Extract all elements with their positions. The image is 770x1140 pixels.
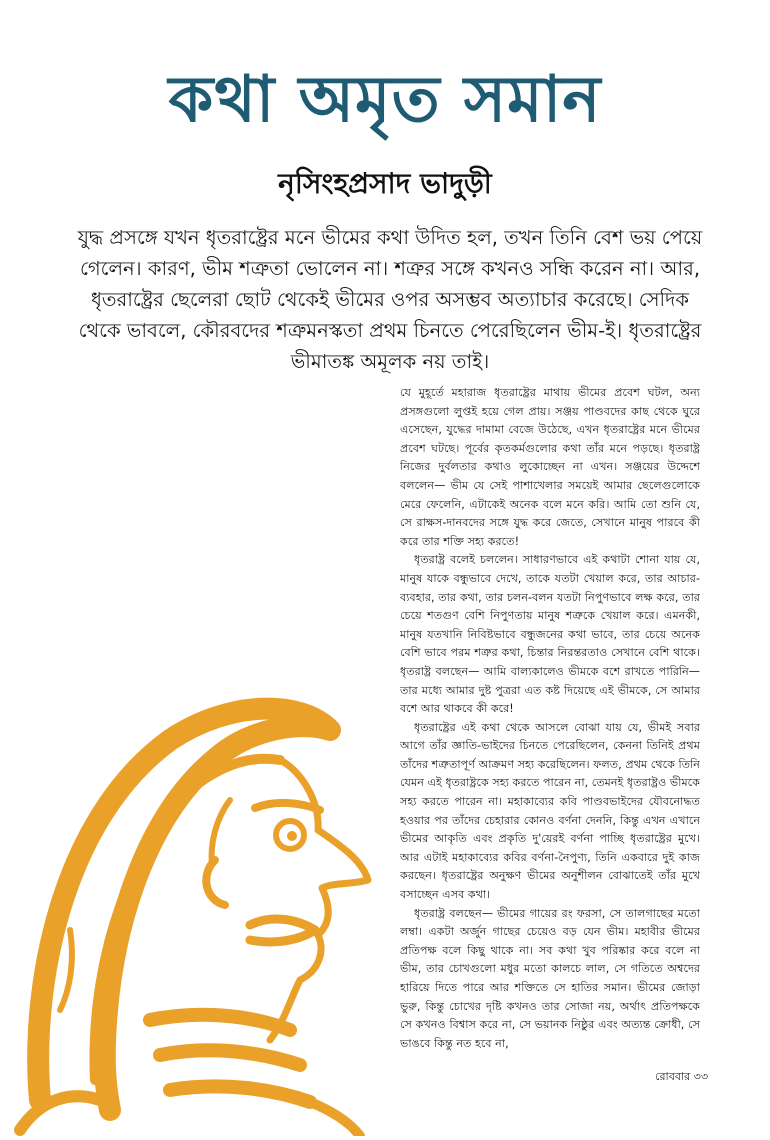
bhima-illustration (0, 660, 400, 1136)
body-paragraph: ধৃতরাষ্ট্র বলেই চললেন। সাধারণভাবে এই কথাটা শোনা যায় যে, মানুষ যাকে বন্ধুভাবে দেখে, তাকে যতটা খেয়াল করে, তার আচার-ব্যবহার, তার কথা, তার চলন-বলন যতটা নিপুণভাবে লক্ষ করে, তার চেয়ে শতগুণ বেশি নিপুণতায় মানুষ শত্রুকে খেয়াল করে। এমনকী, মানুষ যতখানি নিবিষ্টভাবে বন্ধুজনের কথা ভাবে, তার চেয়ে অনেক বেশি ভাবে পরম শত্রুর কথা, চিন্তার নিরন্তরতাও সেখানে বেশি থাকে। ধৃতরাষ্ট্র বলছেন— আমি বাল্যকালেও ভীমকে বশে রাখতে পারিনি— তার মধ্যে আমার দুষ্ট পুত্ররা এত কষ্ট দিয়েছে এই ভীমকে, সে আমার বশে আর থাকবে কী করে! (400, 553, 700, 716)
body-paragraph: ধৃতরাষ্ট্র বলছেন— ভীমের গায়ের রং ফরসা, সে তালগাছের মতো লম্বা। একটা অর্জুন গাছের চেয়েও বড় যেন ভীম। মহাবীর ভীমের প্রতিপক্ষ বলে কিছু থাকে না। সব কথা খুব পরিষ্কার করে বলে না ভীম, তার চোখগুলো মধুর মতো কালচে লাল, সে গতিতে অশ্বদের হারিয়ে দিতে পারে আর শক্তিতে সে হাতির সমান। ভীমের জোড়া ভুরু, কিন্তু চোখের দৃষ্টি কখনও তার সোজা নয়, অর্থাৎ প্রতিপক্ষকে সে কখনও বিশ্বাস করে না, সে ভয়ানক নিষ্ঠুর এবং অত্যন্ত ক্রোধী, সে ভাঙবে কিন্তু নত হবে না, (400, 906, 700, 1050)
article-body (400, 384, 700, 1053)
intro-standfirst (70, 222, 710, 377)
body-paragraph: ধৃতরাষ্ট্রের এই কথা থেকে আসলে বোঝা যায় যে, ভীমই সবার আগে তাঁর জ্ঞাতি-ভাইদের চিনতে পেরেছিলেন, কেননা তিনিই প্রথম তাঁদের শত্রুতাপূর্ণ আক্রমণ সহ্য করেছিলেন। ফলত, প্রথম থেকে তিনি যেমন এই ধৃতরাষ্ট্রকে সহ্য করতে পারেন না, তেমনই ধৃতরাষ্ট্রও ভীমকে সহ্য করতে পারেন না। মহাকাব্যের কবি পাণ্ডবভাইদের যৌবনোদ্ধত হওয়ার পর তাঁদের চেহারার কোনও বর্ণনা দেননি, কিন্তু এখন এখানে ভীমের আকৃতি এবং প্রকৃতি দু'য়েরই বর্ণনা পাচ্ছি ধৃতরাষ্ট্রের মুখে। আর এটাই মহাকাব্যের কবির বর্ণনা-নৈপুণ্য, তিনি একবারে দুই কাজ করছেন। ধৃতরাষ্ট্রের অনুক্ষণ ভীমের অনুশীলন বোঝাতেই তাঁর মুখে বসাচ্ছেন এসব কথা। (400, 720, 700, 902)
body-paragraph: যে মুহূর্তে মহারাজ ধৃতরাষ্ট্রের মাথায় ভীমের প্রবেশ ঘটল, অন্য প্রসঙ্গগুলো লুপ্তই হয়ে গেল প্রায়। সঞ্জয় পাণ্ডবদের কাছ থেকে ঘুরে এসেছেন, যুদ্ধের দামামা বেজে উঠেছে, এখন ধৃতরাষ্ট্রের মনে ভীমের প্রবেশ ঘটছে। পূর্বের কৃতকর্মগুলোর কথা তাঁর মনে পড়ছে। ধৃতরাষ্ট্র নিজের দুর্বলতার কথাও লুকোচ্ছেন না এখন। সঞ্জয়ের উদ্দেশে বললেন— ভীম যে সেই পাশাখেলার সময়েই আমার ছেলেগুলোকে মেরে ফেলেনি, এটাকেই অনেক বলে মনে করি। আমি তো শুনি যে, সে রাক্ষস-দানবদের সঙ্গে যুদ্ধ করে জেতে, সেখানে মানুষ পারবে কী করে তার শক্তি সহ্য করতে! (400, 386, 700, 548)
page-folio: রোববার ৩৩ (655, 1070, 708, 1083)
mustache (250, 919, 315, 942)
author-name: নৃসিংহপ্রসাদ ভাদুড়ী (278, 167, 492, 200)
eyebrow (255, 803, 320, 810)
article-title: কথা অমৃত সমান (168, 63, 602, 137)
intro-text: যুদ্ধ প্রসঙ্গে যখন ধৃতরাষ্ট্রের মনে ভীমের কথা উদিত হল, তখন তিনি বেশ ভয় পেয়ে গেলেন। কারণ, ভীম শত্রুতা ভোলেন না। শত্রুর সঙ্গে কখনও সন্ধি করেন না। আর, ধৃতরাষ্ট্রের ছেলেরা ছোট থেকেই ভীমের ওপর অসম্ভব অত্যাচার করেছে। সেদিক থেকে ভাবলে, কৌরবদের শত্রুমনস্কতা প্রথম চিনতে পেরেছিলেন ভীম-ই। ধৃতরাষ্ট্রের ভীমাতঙ্ক অমূলক নয় তাই। (77, 226, 703, 373)
